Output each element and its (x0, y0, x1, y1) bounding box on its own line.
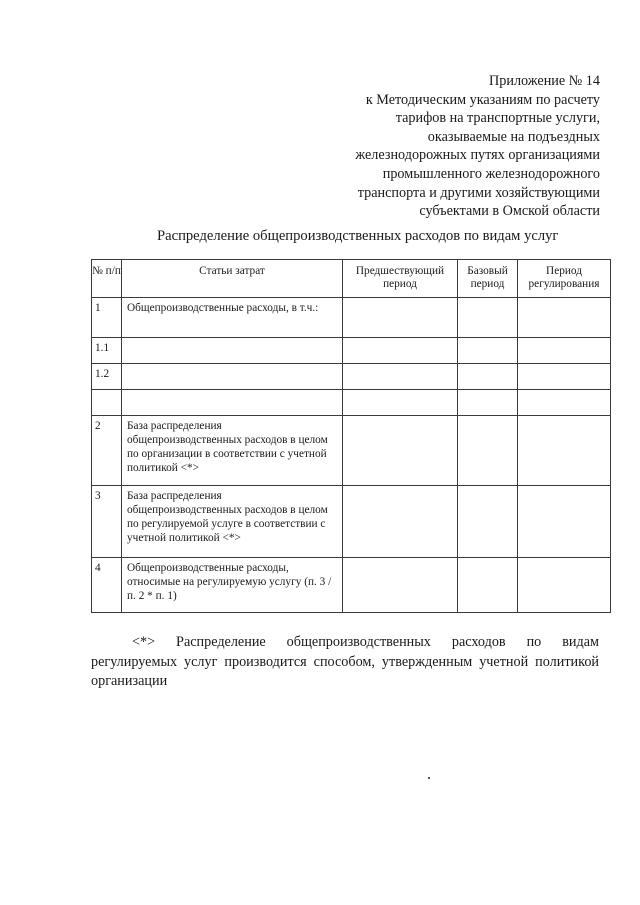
row-num: 1 (92, 298, 122, 338)
appendix-line: тарифов на транспортные услуги, (395, 110, 600, 127)
row-num (92, 390, 122, 416)
appendix-line: железнодорожных путях организациями (355, 147, 600, 164)
row-num: 1.1 (92, 338, 122, 364)
header-num: № п/п (92, 260, 122, 298)
row-cost-item: Общепроизводственные расходы, относимые на регулируемую услугу (п. 3 / п. 2 * п. 1) (122, 558, 343, 613)
row-cost-item: Общепроизводственные расходы, в т.ч.: (122, 298, 343, 338)
row-cost-item (122, 390, 343, 416)
appendix-line: транспорта и другими хозяйствующими (357, 184, 600, 201)
table-row (92, 416, 611, 486)
header-base-period: Базовый период (458, 260, 518, 298)
cell-previous (343, 298, 458, 338)
footnote: <*> Распределение общепроизводственных расходов по видам регулируемых услуг производится способом, утвержденным учетной политикой организации (91, 634, 599, 689)
table-row (92, 364, 611, 390)
table-row (92, 558, 611, 613)
cell-regulation (518, 416, 611, 486)
row-num: 4 (92, 558, 122, 613)
row-num: 2 (92, 416, 122, 486)
cell-previous (343, 486, 458, 558)
cell-previous (343, 390, 458, 416)
cost-distribution-table (91, 259, 611, 613)
cell-regulation (518, 486, 611, 558)
cell-base (458, 364, 518, 390)
row-cost-item (122, 338, 343, 364)
table-header-row (92, 260, 611, 298)
row-num: 1.2 (92, 364, 122, 390)
cell-base (458, 298, 518, 338)
cell-base (458, 390, 518, 416)
appendix-line: промышленного железнодорожного (382, 165, 600, 182)
row-num: 3 (92, 486, 122, 558)
row-cost-item: База распределения общепроизводственных расходов в целом по организации в соответствии с учетной политикой <*> (122, 416, 343, 486)
cell-base (458, 558, 518, 613)
table-row (92, 338, 611, 364)
cell-previous (343, 416, 458, 486)
scan-speck (428, 777, 430, 779)
table-row (92, 390, 611, 416)
cell-regulation (518, 558, 611, 613)
appendix-line: оказываемые на подъездных (427, 128, 600, 145)
cell-previous (343, 338, 458, 364)
cell-base (458, 338, 518, 364)
header-regulation-period: Период регулирования (518, 260, 611, 298)
cell-base (458, 486, 518, 558)
table-row (92, 486, 611, 558)
document-title: Распределение общепроизводственных расходов по видам услуг (157, 228, 559, 244)
cell-regulation (518, 298, 611, 338)
cell-base (458, 416, 518, 486)
appendix-line: к Методическим указаниям по расчету (365, 91, 600, 108)
cell-previous (343, 558, 458, 613)
cell-regulation (518, 338, 611, 364)
cell-previous (343, 364, 458, 390)
row-cost-item (122, 364, 343, 390)
row-cost-item: База распределения общепроизводственных расходов в целом по регулируемой услуге в соответствии с учетной политикой <*> (122, 486, 343, 558)
header-previous-period: Предшествующий период (343, 260, 458, 298)
header-cost-item: Статьи затрат (122, 260, 343, 298)
table-row (92, 298, 611, 338)
appendix-line: Приложение № 14 (489, 73, 600, 89)
cell-regulation (518, 364, 611, 390)
cell-regulation (518, 390, 611, 416)
appendix-line: субъектами в Омской области (419, 203, 600, 220)
appendix-header (240, 72, 600, 221)
